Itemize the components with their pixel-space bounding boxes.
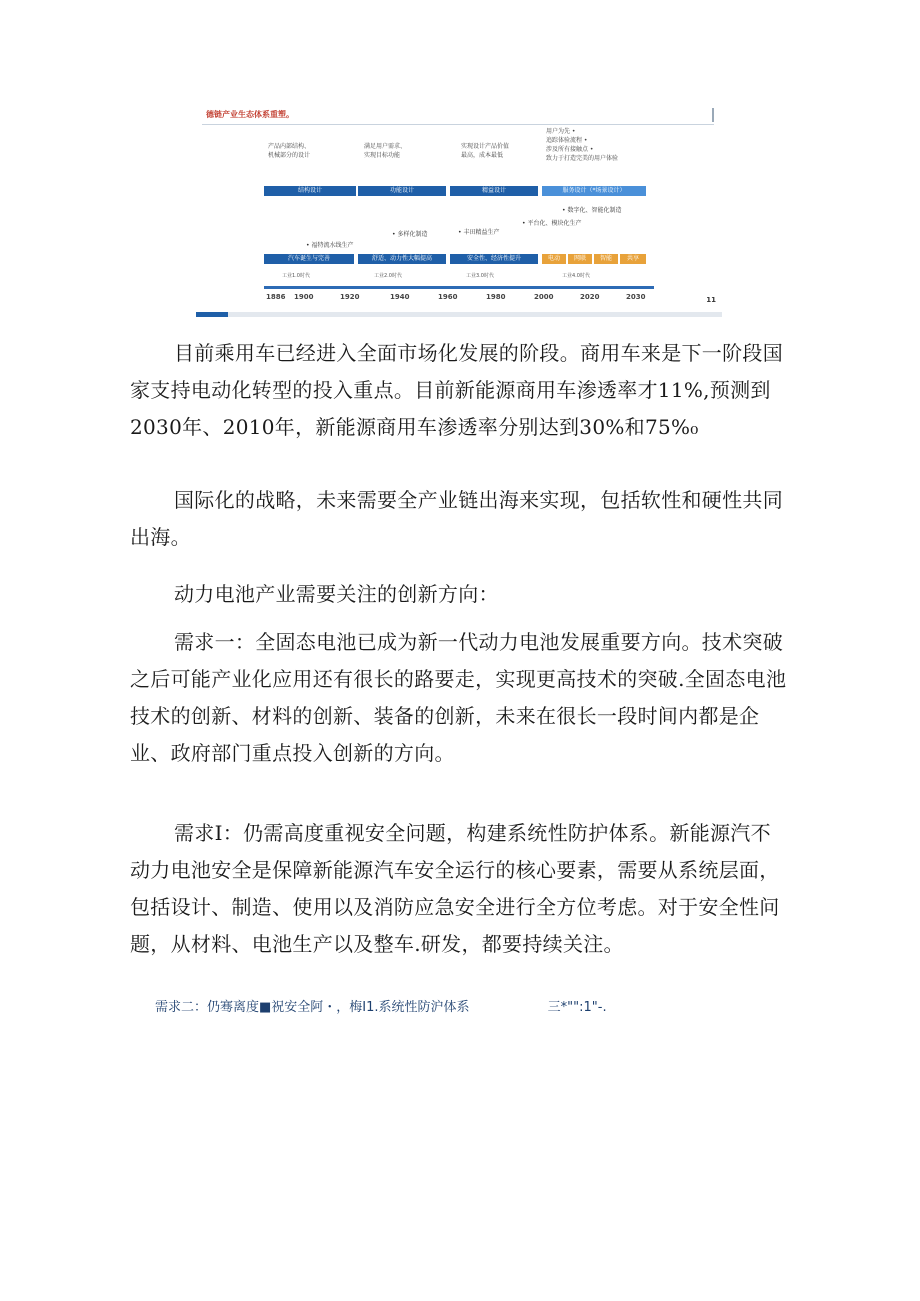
slide-page-number: 11 [706, 296, 716, 304]
bullet-diversified: • 多样化制造 [392, 231, 428, 238]
header-end-bar [712, 108, 714, 122]
bullet-toyota: • 丰田精益生产 [458, 229, 500, 236]
paragraph-innovation-heading: 动力电池产业需要关注的创新方向： [174, 582, 499, 606]
slide-figure [196, 100, 722, 320]
paragraph-safety: 需求I：仍需高度重视安全问题，构建系统性防护体系。新能源汽不动力电池安全是保障新能源汽车安全运行的核心要素，需要从系统层面，包括设计、制造、使用以及消防应急安全进行全方位考虑。对于安全性问题，从材料、电池生产以及整车.研发，都要持续关注。 [130, 821, 780, 956]
note-line: 用户为先 • [546, 128, 576, 135]
paragraph-internationalization: 国际化的战略，未来需要全产业链出海来实现，包括软性和硬性共同出海。 [130, 488, 783, 549]
note-line: 产品内部结构、 [268, 143, 311, 150]
tick-2030: 2030 [626, 293, 646, 301]
timeline-axis [264, 286, 654, 289]
tick-1900: 1900 [294, 293, 314, 301]
tick-2020: 2020 [580, 293, 600, 301]
note-line: 实现目标功能 [364, 152, 401, 159]
tag-intelligent: 智能 [594, 254, 618, 264]
tick-1960: 1960 [438, 293, 458, 301]
band-service-design: 服务设计（*场景设计） [542, 186, 646, 196]
tick-1886: 1886 [266, 293, 286, 301]
tick-1980: 1980 [486, 293, 506, 301]
tick-2000: 2000 [534, 293, 554, 301]
era-4: 工业4.0时代 [562, 273, 590, 279]
note-lean [461, 142, 509, 160]
caption-right: 三*"":1"-. [547, 1000, 607, 1015]
tag-electric: 电动 [542, 254, 566, 264]
note-line: 追踪体验流程 • [546, 137, 588, 144]
tag-connected: 网联 [568, 254, 592, 264]
note-line: 满足用户需求、 [364, 143, 407, 150]
note-line: 涉及所有接触点 • [546, 146, 594, 153]
figure-title: 德链产业生态体系重塑。 [206, 110, 294, 119]
band-structure-design: 结构设计 [264, 186, 356, 196]
band-car-birth: 汽车诞生与完善 [264, 254, 354, 264]
note-line: 最高，成本最低 [461, 152, 504, 159]
band-function-design: 功能设计 [358, 186, 446, 196]
note-structure [268, 142, 310, 160]
band-lean-design: 精益设计 [450, 186, 538, 196]
note-function [364, 142, 406, 160]
note-line: 致力于打造完美的用户体验 [546, 155, 619, 162]
era-2: 工业2.0时代 [374, 273, 402, 279]
bullet-digital: • 数字化、智能化制造 [562, 207, 622, 214]
tick-1920: 1920 [340, 293, 360, 301]
figure-header [202, 106, 714, 125]
paragraph-solid-state: 需求一：全固态电池已成为新一代动力电池发展重要方向。技术突破之后可能产业化应用还有很长的路要走，实现更高技术的突破.全固态电池技术的创新、材料的创新、装备的创新，未来在很长一段时间内都是企业、政府部门重点投入创新的方向。 [130, 630, 787, 765]
era-3: 工业3.0时代 [466, 273, 494, 279]
figure-bottom-bar [196, 312, 722, 317]
note-line: 实现设计产品价值 [461, 143, 510, 150]
bullet-ford: • 福特流水线生产 [306, 242, 354, 249]
band-safety: 安全性、经济性提升 [450, 254, 538, 264]
caption-left: 需求二：仍骞离度■祝安全阿・，梅I1.系统性防沪体系 [155, 1000, 470, 1015]
figure-bottom-accent [196, 312, 228, 317]
paragraph-commercial-vehicles: 目前乘用车已经进入全面市场化发展的阶段。商用车来是下一阶段国家支持电动化转型的投入重点。目前新能源商用车渗透率才11%,预测到2030年、2010年，新能源商用车渗透率分别达到30%和75%₀ [130, 341, 783, 439]
note-line: 机械部分的设计 [268, 152, 311, 159]
bullet-platform: • 平台化、模块化生产 [522, 220, 582, 227]
band-comfort: 舒适、动力性大幅提高 [358, 254, 446, 264]
figure-caption [155, 996, 795, 1015]
note-service [546, 127, 618, 163]
tick-1940: 1940 [390, 293, 410, 301]
tag-shared: 共享 [620, 254, 646, 264]
era-1: 工业1.0时代 [282, 273, 310, 279]
